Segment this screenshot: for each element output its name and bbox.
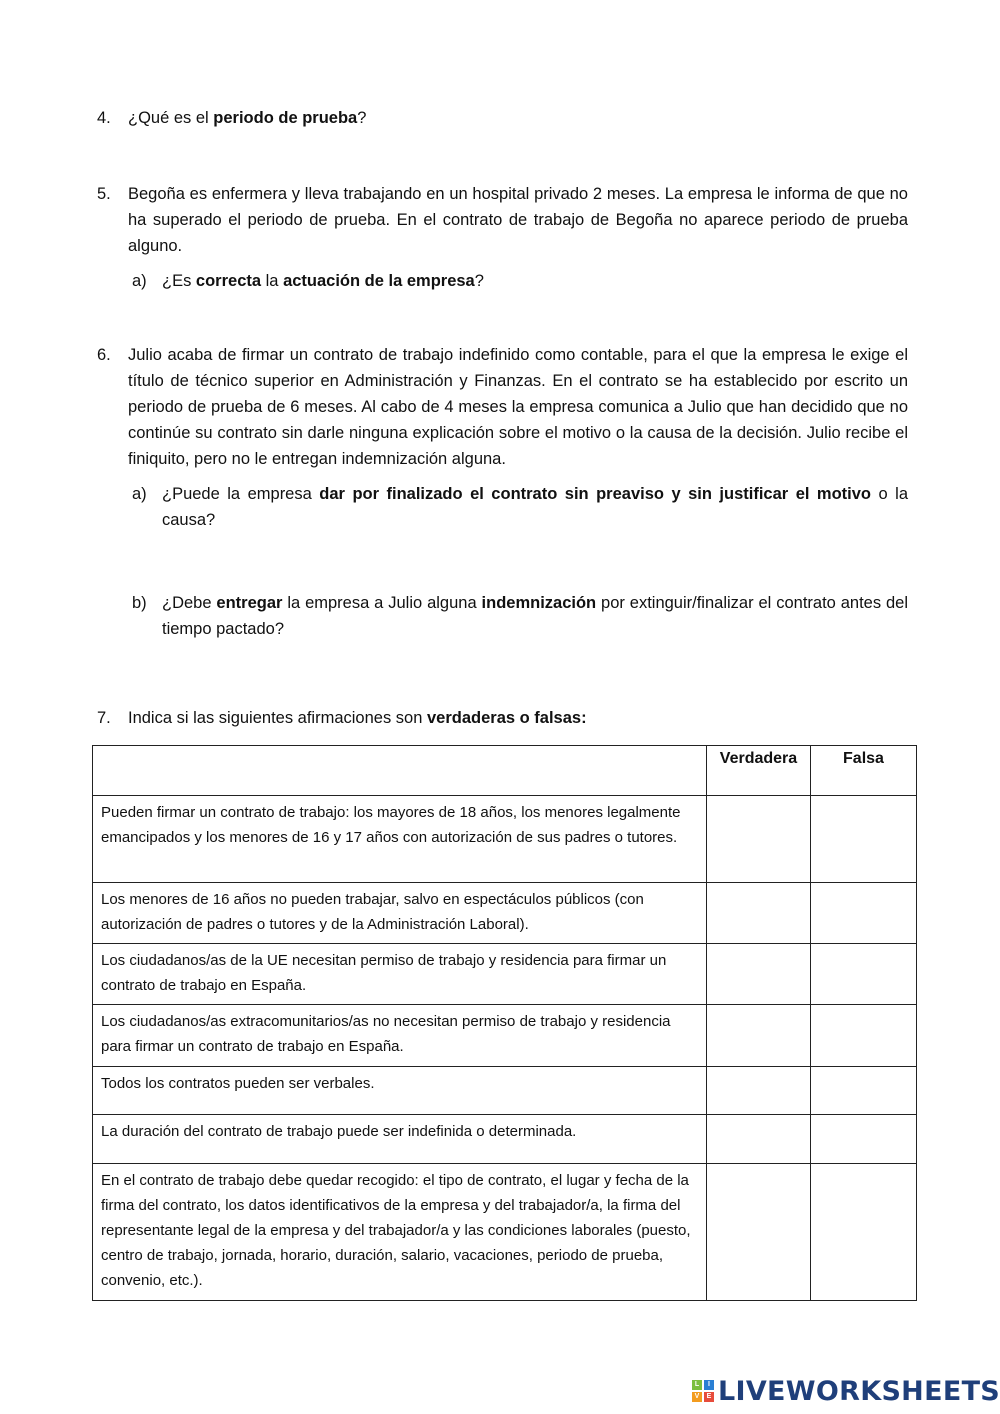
- question-text: ¿Qué es el periodo de prueba?: [128, 109, 367, 127]
- logo-text: LIVEWORKSHEETS: [718, 1375, 1000, 1407]
- false-answer-cell[interactable]: [811, 1005, 917, 1067]
- false-answer-cell[interactable]: [811, 883, 917, 944]
- question-7: [97, 705, 908, 731]
- statement-cell: La duración del contrato de trabajo puede ser indefinida o determinada.: [93, 1115, 707, 1164]
- header-statement: [93, 746, 707, 796]
- table-row: [93, 1005, 917, 1067]
- header-false: Falsa: [811, 746, 917, 796]
- question-4: [97, 105, 908, 131]
- table-row: [93, 883, 917, 944]
- true-answer-cell[interactable]: [707, 796, 811, 883]
- subquestion-text: ¿Debe entregar la empresa a Julio alguna indemnización por extinguir/finalizar el contrato antes del tiempo pactado?: [162, 594, 909, 638]
- question-6b: [132, 590, 908, 642]
- statement-cell: Pueden firmar un contrato de trabajo: los mayores de 18 años, los menores legalmente emancipados y los menores de 16 y 17 años con autorización de sus padres o tutores.: [93, 796, 707, 883]
- true-answer-cell[interactable]: [707, 1164, 811, 1301]
- true-answer-cell[interactable]: [707, 883, 811, 944]
- subquestion-letter: a): [132, 485, 147, 503]
- liveworksheets-logo: [692, 1374, 1000, 1408]
- table-row: [93, 796, 917, 883]
- subquestion-letter: b): [132, 594, 147, 612]
- question-number: 7.: [97, 709, 111, 727]
- statement-cell: Todos los contratos pueden ser verbales.: [93, 1067, 707, 1115]
- true-answer-cell[interactable]: [707, 1067, 811, 1115]
- false-answer-cell[interactable]: [811, 944, 917, 1005]
- statement-cell: En el contrato de trabajo debe quedar recogido: el tipo de contrato, el lugar y fecha de la firma del contrato, los datos identificativos de la empresa y del trabajador/a, la firma del representante legal de la empresa y del trabajador/a y las condiciones laborales (puesto, centro de trabajo, jornada, horario, duración, salario, vacaciones, periodo de prueba, convenio, etc.).: [93, 1164, 707, 1301]
- logo-mark-tile: I: [704, 1380, 714, 1390]
- false-answer-cell[interactable]: [811, 796, 917, 883]
- true-answer-cell[interactable]: [707, 1115, 811, 1164]
- false-answer-cell[interactable]: [811, 1115, 917, 1164]
- question-number: 5.: [97, 185, 111, 203]
- subquestion-text: ¿Puede la empresa dar por finalizado el contrato sin preaviso y sin justificar el motivo o la causa?: [162, 485, 908, 529]
- table-row: [93, 1164, 917, 1301]
- table-header-row: [93, 746, 917, 796]
- question-text: Indica si las siguientes afirmaciones son verdaderas o falsas:: [128, 709, 587, 727]
- true-answer-cell[interactable]: [707, 944, 811, 1005]
- liveworksheets-mark-icon: [692, 1380, 714, 1402]
- false-answer-cell[interactable]: [811, 1164, 917, 1301]
- true-answer-cell[interactable]: [707, 1005, 811, 1067]
- question-number: 6.: [97, 346, 111, 364]
- table-row: [93, 944, 917, 1005]
- table-row: [93, 1067, 917, 1115]
- header-true: Verdadera: [707, 746, 811, 796]
- statement-cell: Los menores de 16 años no pueden trabajar, salvo en espectáculos públicos (con autorización de padres o tutores y de la Administración Laboral).: [93, 883, 707, 944]
- logo-mark-tile: L: [692, 1380, 702, 1390]
- question-text: Julio acaba de firmar un contrato de trabajo indefinido como contable, para el que la empresa le exige el título de técnico superior en Administración y Finanzas. En el contrato se ha establecido por escrito un periodo de prueba de 6 meses. Al cabo de 4 meses la empresa comunica a Julio que han decidido que no continúe su contrato sin darle ninguna explicación sobre el motivo o la causa de la decisión. Julio recibe el finiquito, pero no le entregan indemnización alguna.: [128, 346, 908, 468]
- subquestion-letter: a): [132, 272, 147, 290]
- true-false-table: [92, 745, 917, 1301]
- question-5a: [132, 268, 908, 294]
- question-text: Begoña es enfermera y lleva trabajando en un hospital privado 2 meses. La empresa le informa de que no ha superado el periodo de prueba. En el contrato de trabajo de Begoña no aparece periodo de prueba alguno.: [128, 185, 908, 255]
- logo-mark-tile: E: [704, 1392, 714, 1402]
- statement-cell: Los ciudadanos/as de la UE necesitan permiso de trabajo y residencia para firmar un contrato de trabajo en España.: [93, 944, 707, 1005]
- false-answer-cell[interactable]: [811, 1067, 917, 1115]
- question-number: 4.: [97, 109, 111, 127]
- question-6a: [132, 481, 908, 533]
- question-6: [97, 342, 908, 472]
- logo-mark-tile: V: [692, 1392, 702, 1402]
- question-5: [97, 181, 908, 259]
- subquestion-text: ¿Es correcta la actuación de la empresa?: [162, 272, 484, 290]
- table-row: [93, 1115, 917, 1164]
- statement-cell: Los ciudadanos/as extracomunitarios/as no necesitan permiso de trabajo y residencia para firmar un contrato de trabajo en España.: [93, 1005, 707, 1067]
